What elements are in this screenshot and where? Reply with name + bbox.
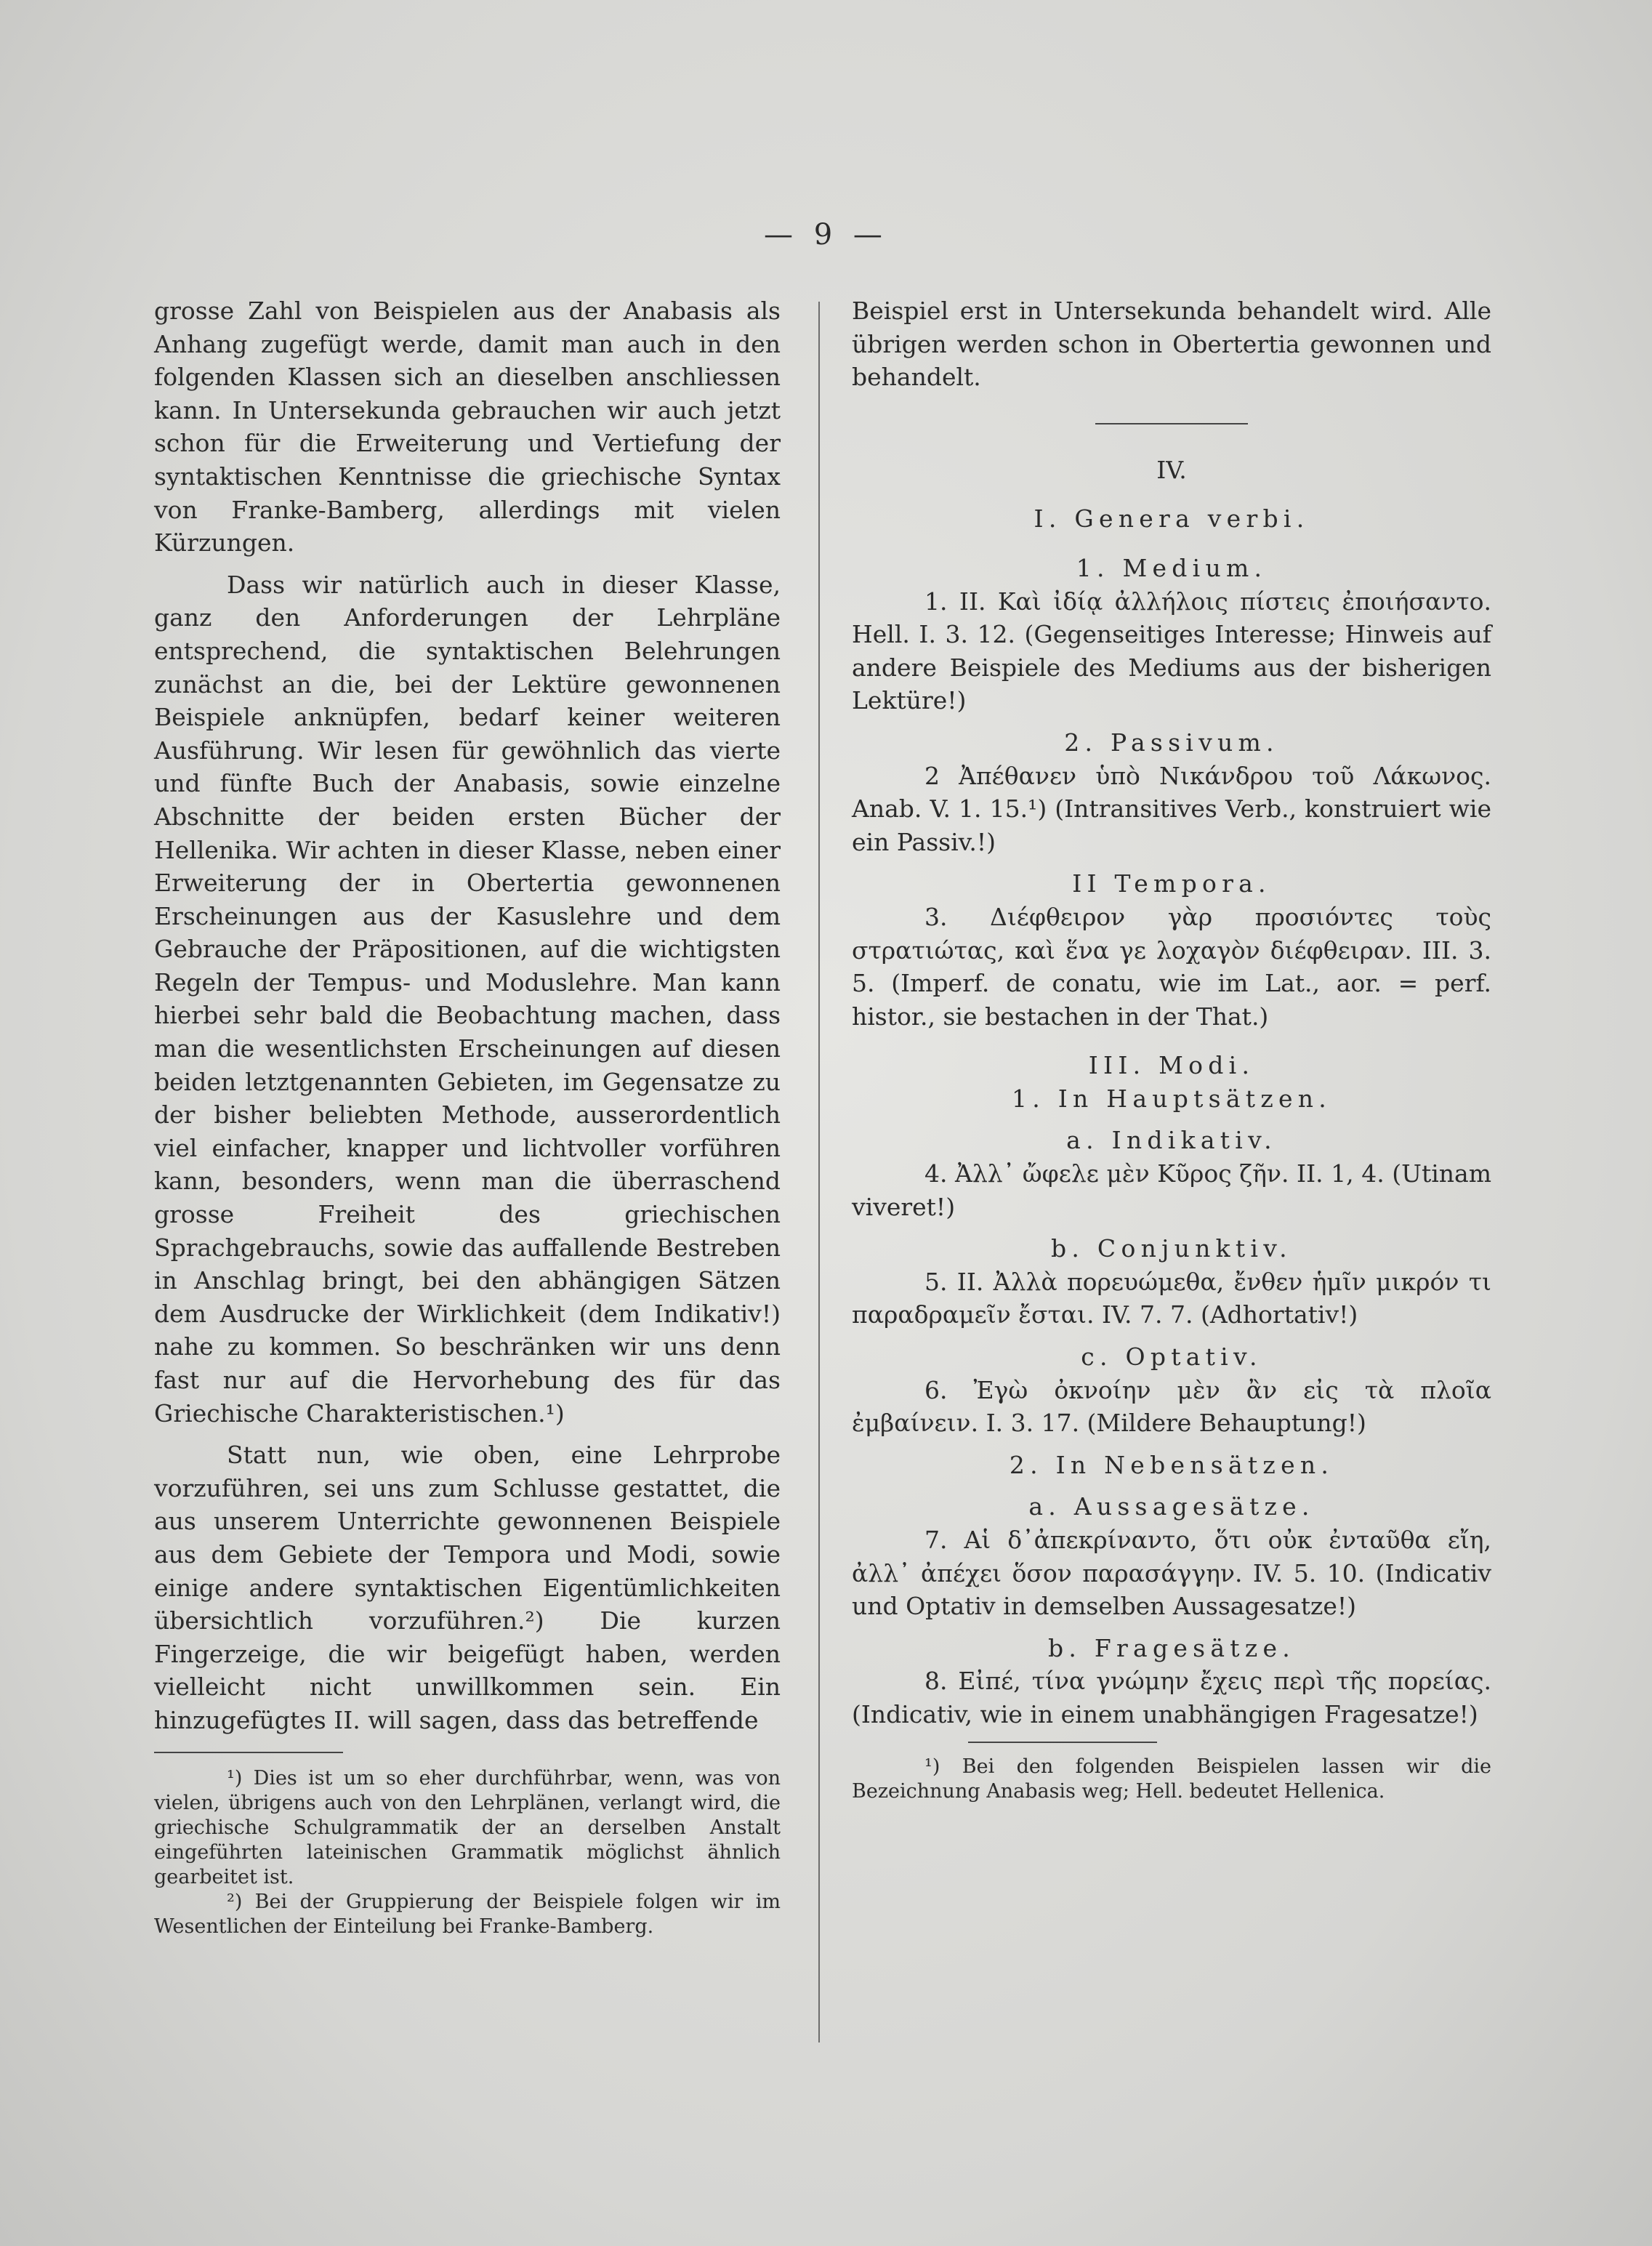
heading-nebensaetze: 2. In Nebensätzen. <box>1009 1450 1334 1479</box>
footnote: ¹) Dies ist um so eher durchführbar, wenn, was von vielen, übrigens auch von den Lehrplänen, verlangt wird, die griechische Schulgrammatik der an derselben Anstalt eingeführten lateinischen Grammatik möglichst ähnlich gearbeitet ist. <box>154 1766 781 1888</box>
heading-aussagesaetze: a. Aussagesätze. <box>1028 1492 1315 1521</box>
paragraph: Beispiel erst in Untersekunda behandelt wird. Alle übrigen werden schon in Obertertia gewonnen und behandelt. <box>852 297 1491 392</box>
heading-indikativ: a. Indikativ. <box>1066 1126 1277 1155</box>
example-8: 8. Εἰπέ, τίνα γνώμην ἔχεις περὶ τῆς πορείας. (Indicativ, wie in einem unabhängigen Fragesatze!) <box>852 1667 1491 1728</box>
page-number: — 9 — <box>764 218 888 251</box>
heading-hauptsaetze: 1. In Hauptsätzen. <box>1011 1084 1332 1113</box>
heading-genera-verbi: I. Genera verbi. <box>1033 504 1310 534</box>
example-6: 6. Ἐγὼ ὀκνοίην μὲν ἂν εἰς τὰ πλοῖα ἐμβαίνειν. I. 3. 17. (Mildere Behauptung!) <box>852 1375 1491 1438</box>
example-1: 1. II. Καὶ ἰδίᾳ ἀλλήλοις πίστεις ἐποιήσαντο. Hell. I. 3. 12. (Gegenseitiges Interesse; Hinweis auf andere Beispiele des Mediums aus der bisherigen Lektüre!) <box>852 587 1491 715</box>
paragraph: Dass wir natürlich auch in dieser Klasse, ganz den Anforderungen der Lehrpläne entsprechend, die syntaktischen Belehrungen zunächst an die, bei der Lektüre gewonnenen Beispiele anknüpfen, bedarf keiner weiteren Ausführung. Wir lesen für gewöhnlich das vierte und fünfte Buch der Anabasis, sowie einzelne Abschnitte der beiden ersten Bücher der Hellenika. Wir achten in dieser Klasse, neben einer Erweiterung der in Obertertia gewonnenen Erscheinungen aus der Kasuslehre und dem Gebrauche der Präpositionen, auf die wichtigsten Regeln der Tempus- und Moduslehre. Man kann hierbei sehr bald die Beobachtung machen, dass man die wesentlichsten Erscheinungen auf diesen beiden letztgenannten Gebieten, im Gegensatze zu der bisher beliebten Methode, ausserordentlich viel einfacher, knapper und lichtvoller vorführen kann, besonders, wenn man die überraschend grosse Freiheit des griechischen Sprachgebrauchs, sowie das auffallende Bestreben in Anschlag bringt, bei den abhängigen Sätzen dem Ausdrucke der Wirklichkeit (dem Indikativ!) nahe zu kommen. So beschränken wir uns denn fast nur auf die Hervorhebung des für das Griechische Charakteristischen.¹) <box>154 570 781 1428</box>
heading-passivum: 2. Passivum. <box>1064 728 1279 757</box>
column-divider <box>818 302 820 2042</box>
footnote: ²) Bei der Gruppierung der Beispiele folgen wir im Wesentlichen der Einteilung bei Franke-Bamberg. <box>154 1890 781 1938</box>
example-7: 7. Αἱ δ᾽ἀπεκρίναντο, ὅτι οὐκ ἐνταῦθα εἴη, ἀλλ᾽ ἀπέχει ὅσον παρασάγγην. IV. 5. 10. (Indicativ und Optativ in demselben Aussagesatze!) <box>852 1526 1491 1621</box>
right-column <box>852 294 1491 1804</box>
heading-optativ: c. Optativ. <box>1081 1343 1262 1372</box>
section-numeral: IV. <box>1156 455 1187 484</box>
heading-conjunktiv: b. Conjunktiv. <box>1051 1234 1292 1263</box>
paragraph: Statt nun, wie oben, eine Lehrprobe vorzuführen, sei uns zum Schlusse gestattet, die aus unserem Unterrichte gewonnenen Beispiele aus dem Gebiete der Tempora und Modi, sowie einige andere syntaktischen Eigentümlichkeiten übersichtlich vorzuführen.²) Die kurzen Fingerzeige, die wir beigefügt haben, werden vielleicht nicht unwillkommen sein. Ein hinzugefügtes II. will sagen, dass das betreffende <box>154 1441 781 1734</box>
heading-modi: III. Modi. <box>1088 1051 1255 1080</box>
paragraph: grosse Zahl von Beispielen aus der Anabasis als Anhang zugefügt werde, damit man auch in den folgenden Klassen sich an dieselben anschliessen kann. In Untersekunda gebrauchen wir auch jetzt schon für die Erweiterung und Vertiefung der syntaktischen Kenntnisse die griechische Syntax von Franke-Bamberg, allerdings mit vielen Kürzungen. <box>154 297 781 558</box>
footnote-rule <box>154 1752 343 1753</box>
example-3: 3. Διέφθειρον γὰρ προσιόντες τοὺς στρατιώτας, καὶ ἕνα γε λοχαγὸν διέφθειραν. III. 3. 5. (Imperf. de conatu, wie im Lat., aor. = perf. histor., sie bestachen in der That.) <box>852 902 1491 1031</box>
section-separator <box>1095 423 1248 424</box>
example-2: 2 Ἀπέθανεν ὑπὸ Νικάνδρου τοῦ Λάκωνος. Anab. V. 1. 15.¹) (Intransitives Verb., konstruiert wie ein Passiv.!) <box>852 761 1491 856</box>
example-4: 4. Ἀλλ᾽ ὤφελε μὲν Κῦρος ζῆν. II. 1, 4. (Utinam viveret!) <box>852 1159 1491 1221</box>
footnote-rule <box>968 1742 1157 1743</box>
heading-tempora: II Tempora. <box>1072 869 1271 898</box>
footnote: ¹) Bei den folgenden Beispielen lassen wir die Bezeichnung Anabasis weg; Hell. bedeutet Hellenica. <box>852 1755 1491 1803</box>
left-column <box>154 294 781 1939</box>
heading-medium: 1. Medium. <box>1076 553 1268 582</box>
heading-fragesaetze: b. Fragesätze. <box>1047 1633 1296 1662</box>
example-5: 5. II. Ἀλλὰ πορευώμεθα, ἔνθεν ἡμῖν μικρόν τι παραδραμεῖν ἔσται. IV. 7. 7. (Adhortativ!) <box>852 1267 1491 1329</box>
